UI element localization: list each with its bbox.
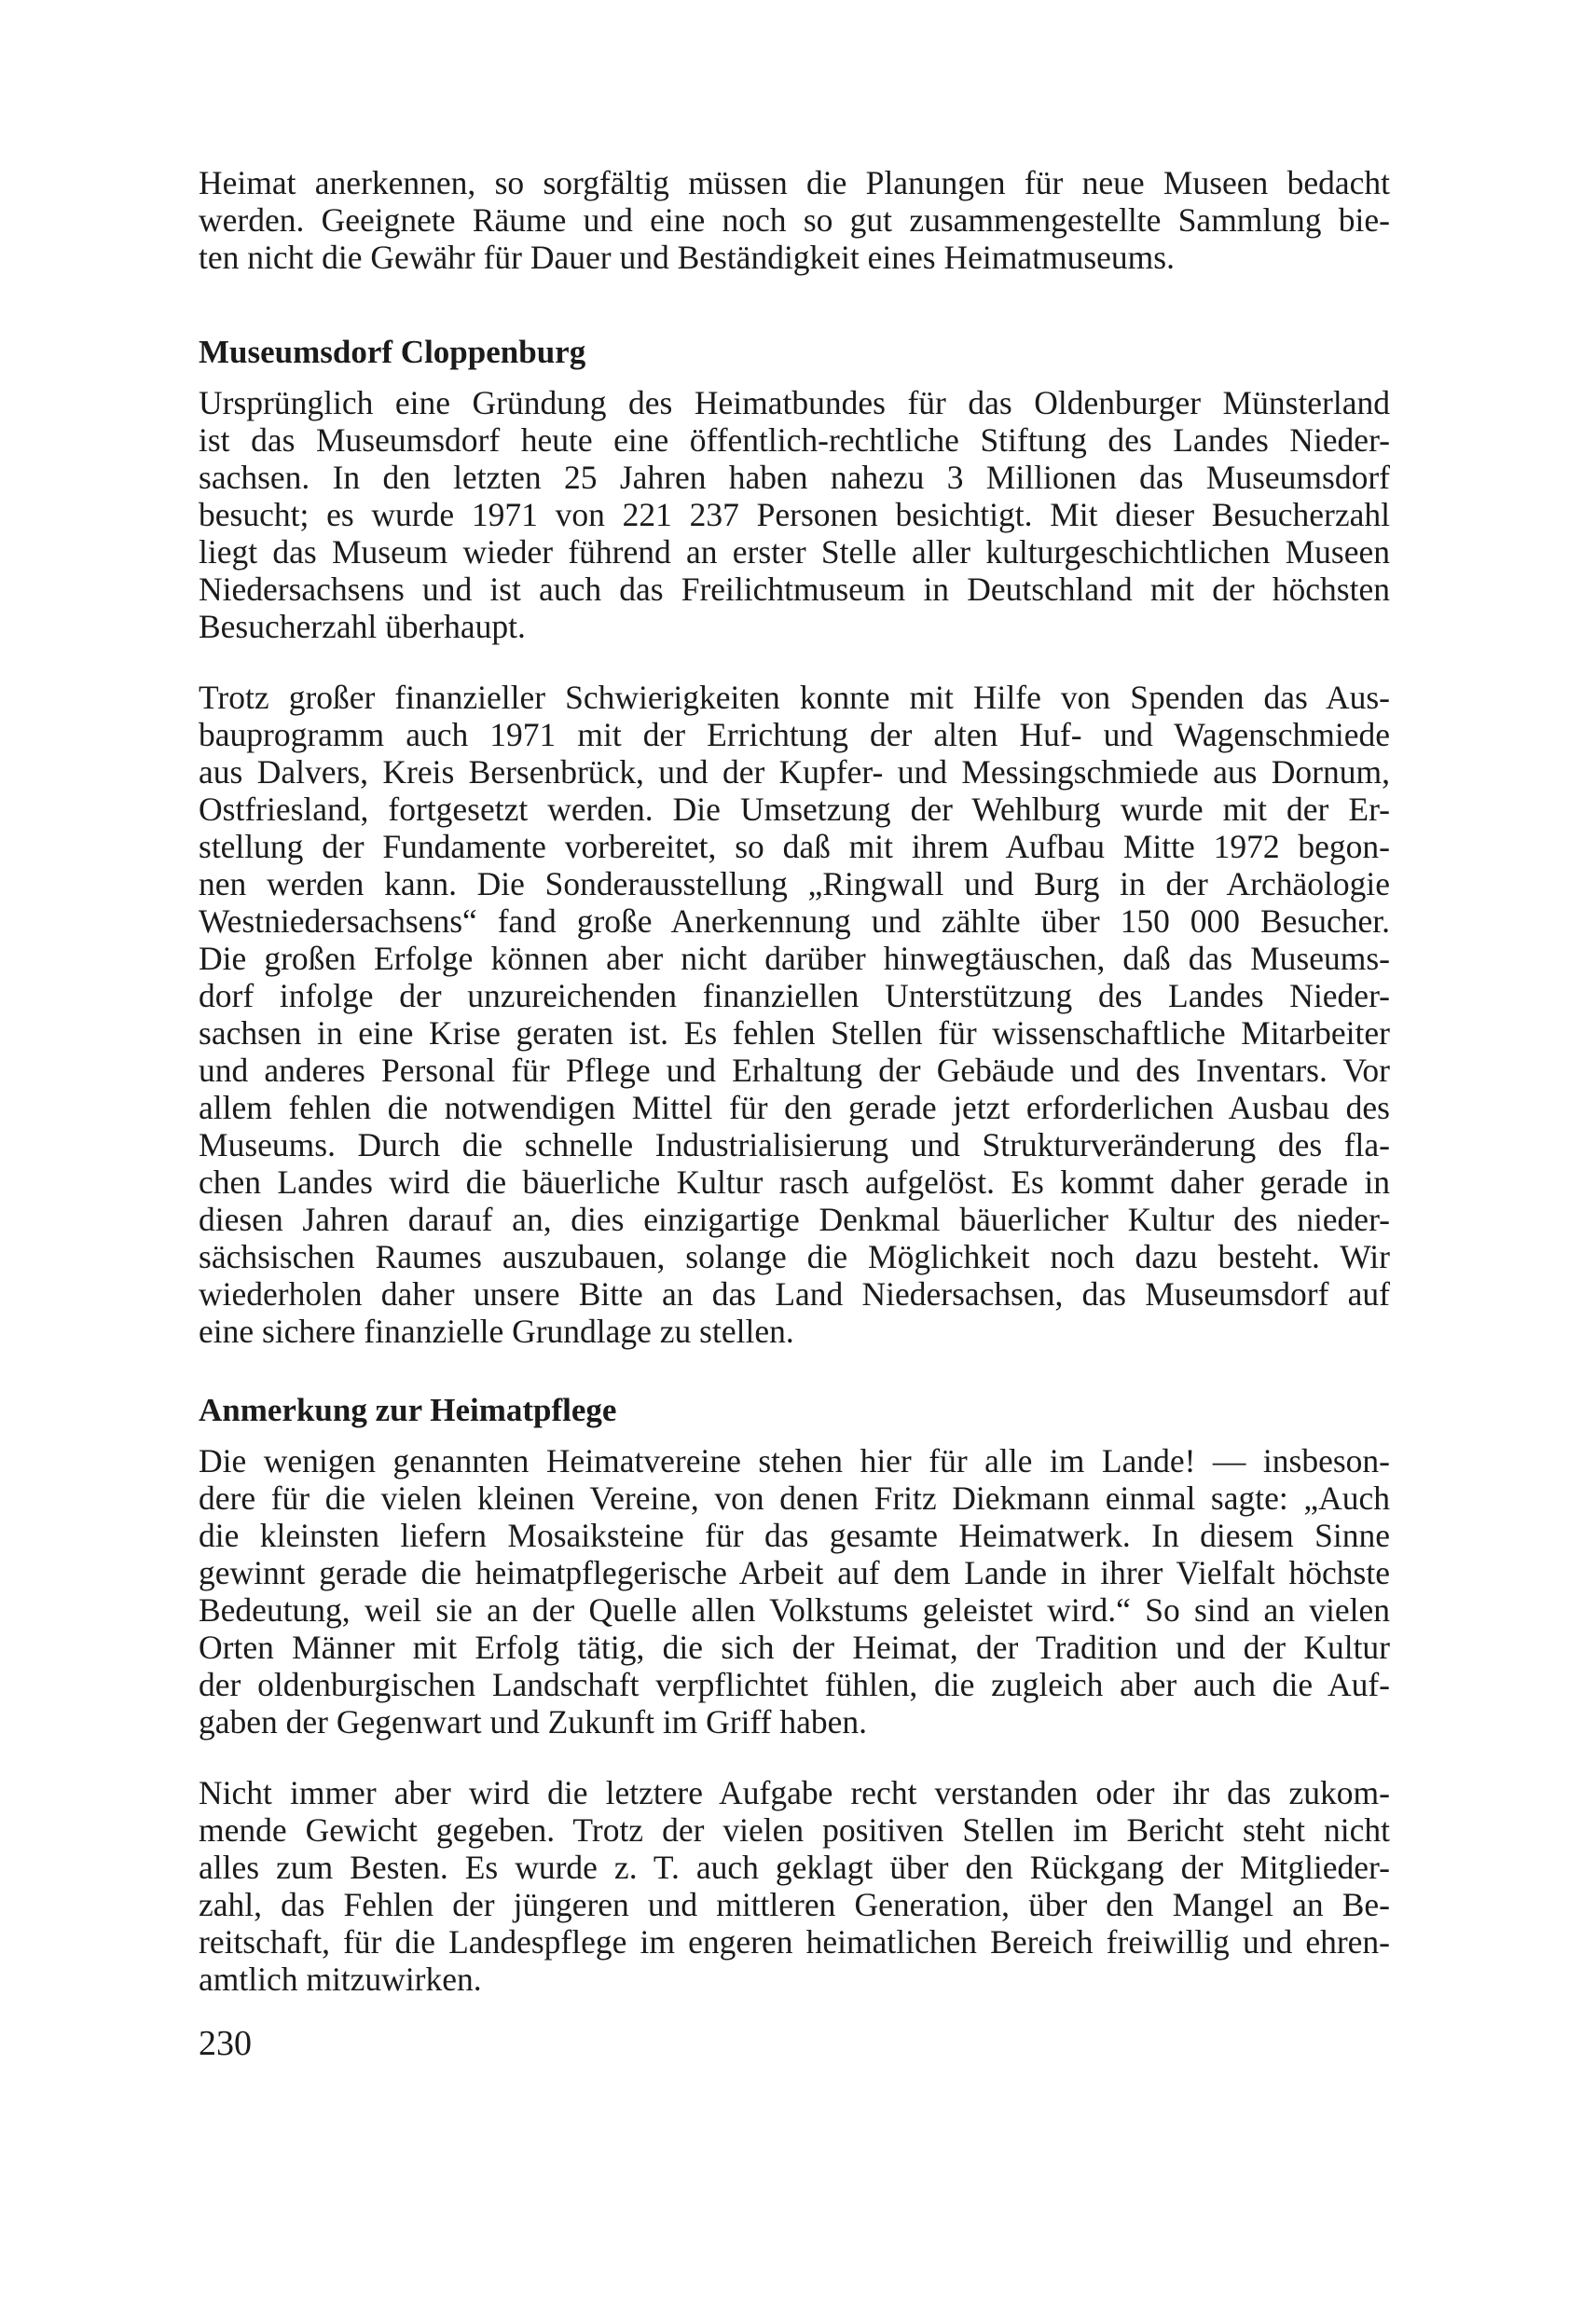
text-line: sächsischen Raumes auszubauen, solange die Möglichkeit noch dazu besteht. Wir bbox=[199, 1238, 1390, 1275]
text-line: Niedersachsens und ist auch das Freilichtmuseum in Deutschland mit der höchsten bbox=[199, 571, 1390, 608]
text-line: nen werden kann. Die Sonderausstellung „Ringwall und Burg in der Archäologie bbox=[199, 865, 1390, 902]
text-line: sachsen. In den letzten 25 Jahren haben nahezu 3 Millionen das Museumsdorf bbox=[199, 459, 1390, 496]
text-line: Orten Männer mit Erfolg tätig, die sich der Heimat, der Tradition und der Kultur bbox=[199, 1629, 1390, 1666]
text-line: bauprogramm auch 1971 mit der Errichtung der alten Huf- und Wagenschmiede bbox=[199, 716, 1390, 753]
paragraph-museumsdorf-2 bbox=[199, 679, 1390, 1350]
text-line: reitschaft, für die Landespflege im engeren heimatlichen Bereich freiwillig und ehren- bbox=[199, 1923, 1390, 1961]
text-line: Westniedersachsens“ fand große Anerkennung und zählte über 150 000 Besucher. bbox=[199, 902, 1390, 940]
text-line: allem fehlen die notwendigen Mittel für den gerade jetzt erforderlichen Ausbau des bbox=[199, 1089, 1390, 1126]
text-line: ten nicht die Gewähr für Dauer und Beständigkeit eines Heimatmuseums. bbox=[199, 239, 1175, 276]
text-line: Heimat anerkennen, so sorgfältig müssen die Planungen für neue Museen bedacht bbox=[199, 164, 1390, 201]
text-line: chen Landes wird die bäuerliche Kultur rasch aufgelöst. Es kommt daher gerade in bbox=[199, 1163, 1390, 1201]
text-line: Museums. Durch die schnelle Industrialisierung und Strukturveränderung des fla- bbox=[199, 1126, 1390, 1163]
text-line: und anderes Personal für Pflege und Erhaltung der Gebäude und des Inventars. Vor bbox=[199, 1052, 1390, 1089]
text-line: diesen Jahren darauf an, dies einzigartige Denkmal bäuerlicher Kultur des nieder- bbox=[199, 1201, 1390, 1238]
text-line: Bedeutung, weil sie an der Quelle allen Volkstums geleistet wird.“ So sind an vielen bbox=[199, 1591, 1390, 1629]
section-heading-museumsdorf: Museumsdorf Cloppenburg bbox=[199, 334, 586, 370]
text-line: Nicht immer aber wird die letztere Aufgabe recht verstanden oder ihr das zukom- bbox=[199, 1774, 1390, 1811]
text-line: Trotz großer finanzieller Schwierigkeiten konnte mit Hilfe von Spenden das Aus- bbox=[199, 679, 1390, 716]
page-body bbox=[199, 164, 1390, 1998]
text-line: die kleinsten liefern Mosaiksteine für das gesamte Heimatwerk. In diesem Sinne bbox=[199, 1517, 1390, 1554]
text-line: eine sichere finanzielle Grundlage zu stellen. bbox=[199, 1313, 794, 1350]
text-line: dorf infolge der unzureichenden finanziellen Unterstützung des Landes Nieder- bbox=[199, 977, 1390, 1014]
text-line: zahl, das Fehlen der jüngeren und mittleren Generation, über den Mangel an Be- bbox=[199, 1886, 1390, 1923]
text-line: gewinnt gerade die heimatpflegerische Arbeit auf dem Lande in ihrer Vielfalt höchste bbox=[199, 1554, 1390, 1591]
text-line: Besucherzahl überhaupt. bbox=[199, 608, 526, 645]
text-line: Die wenigen genannten Heimatvereine stehen hier für alle im Lande! — insbeson- bbox=[199, 1442, 1390, 1479]
text-line: sachsen in eine Krise geraten ist. Es fehlen Stellen für wissenschaftliche Mitarbeiter bbox=[199, 1014, 1390, 1052]
text-line: liegt das Museum wieder führend an erster Stelle aller kulturgeschichtlichen Museen bbox=[199, 533, 1390, 571]
text-line: werden. Geeignete Räume und eine noch so gut zusammengestellte Sammlung bie- bbox=[199, 201, 1390, 239]
text-line: Die großen Erfolge können aber nicht darüber hinwegtäuschen, daß das Museums- bbox=[199, 940, 1390, 977]
page-number: 230 bbox=[199, 2024, 252, 2063]
section-heading-anmerkung: Anmerkung zur Heimatpflege bbox=[199, 1392, 617, 1428]
text-line: ist das Museumsdorf heute eine öffentlich-rechtliche Stiftung des Landes Nieder- bbox=[199, 421, 1390, 459]
text-line: alles zum Besten. Es wurde z. T. auch geklagt über den Rückgang der Mitglieder- bbox=[199, 1849, 1390, 1886]
text-line: mende Gewicht gegeben. Trotz der vielen positiven Stellen im Bericht steht nicht bbox=[199, 1811, 1390, 1849]
text-line: besucht; es wurde 1971 von 221 237 Personen besichtigt. Mit dieser Besucherzahl bbox=[199, 496, 1390, 533]
text-line: gaben der Gegenwart und Zukunft im Griff haben. bbox=[199, 1703, 868, 1741]
text-line: der oldenburgischen Landschaft verpflichtet fühlen, die zugleich aber auch die Auf- bbox=[199, 1666, 1390, 1703]
text-line: amtlich mitzuwirken. bbox=[199, 1961, 482, 1998]
text-line: dere für die vielen kleinen Vereine, von denen Fritz Diekmann einmal sagte: „Auch bbox=[199, 1479, 1390, 1517]
text-line: aus Dalvers, Kreis Bersenbrück, und der Kupfer- und Messingschmiede aus Dornum, bbox=[199, 753, 1390, 791]
text-line: wiederholen daher unsere Bitte an das Land Niedersachsen, das Museumsdorf auf bbox=[199, 1275, 1390, 1313]
text-line: stellung der Fundamente vorbereitet, so daß mit ihrem Aufbau Mitte 1972 begon- bbox=[199, 828, 1390, 865]
paragraph-intro bbox=[199, 164, 1390, 276]
paragraph-museumsdorf-1 bbox=[199, 384, 1390, 645]
paragraph-anmerkung-1 bbox=[199, 1442, 1390, 1741]
paragraph-anmerkung-2 bbox=[199, 1774, 1390, 1998]
text-line: Ursprünglich eine Gründung des Heimatbundes für das Oldenburger Münsterland bbox=[199, 384, 1390, 421]
text-line: Ostfriesland, fortgesetzt werden. Die Umsetzung der Wehlburg wurde mit der Er- bbox=[199, 791, 1390, 828]
